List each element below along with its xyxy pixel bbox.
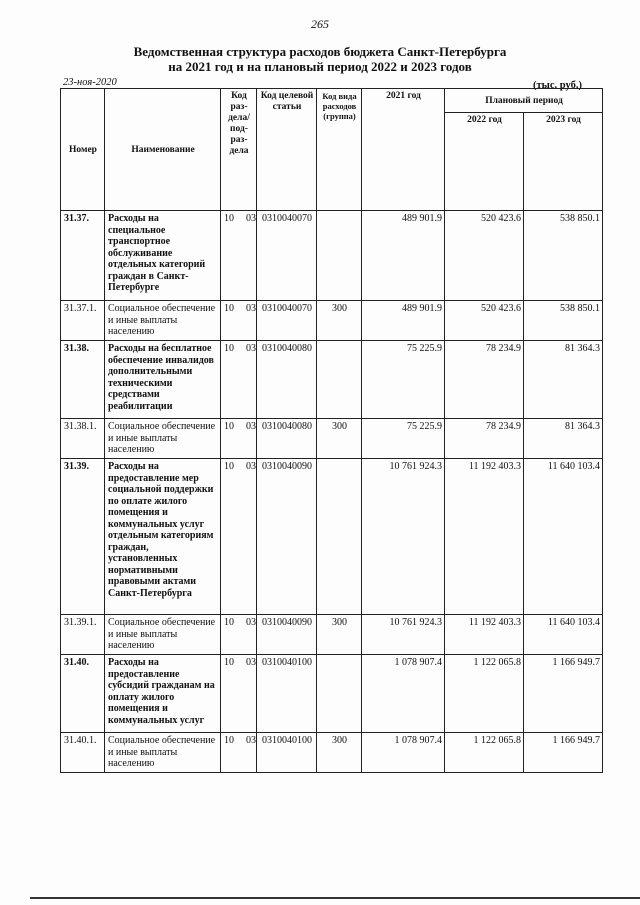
header-name: Наименование (105, 89, 221, 211)
row-2022: 11 192 403.3 (445, 615, 524, 655)
row-2021: 489 901.9 (362, 211, 445, 301)
document-date: 23-ноя-2020 (63, 77, 117, 88)
row-2022: 78 234.9 (445, 341, 524, 419)
row-name: Расходы на специальное транспортное обслуживание отдельных категорий граждан в Санкт-Петербурге (105, 211, 221, 301)
row-2021: 489 901.9 (362, 301, 445, 341)
row-2022: 520 423.6 (445, 211, 524, 301)
header-2022: 2022 год (445, 113, 524, 211)
table-row (61, 419, 603, 459)
row-2023: 81 364.3 (524, 341, 603, 419)
row-number: 31.37. (61, 211, 105, 301)
row-2021: 10 761 924.3 (362, 615, 445, 655)
row-name: Социальное обеспечение и иные выплаты населению (105, 615, 221, 655)
row-name: Расходы на предоставление мер социальной поддержки по оплате жилого помещения и коммунальных услуг отдельным категориям граждан, установленных нормативными правовыми актами Санкт-Петербурга (105, 459, 221, 615)
row-2023: 1 166 949.7 (524, 733, 603, 773)
budget-table (60, 88, 603, 773)
row-expense-type (317, 655, 362, 733)
row-target-code: 0310040080 (257, 419, 317, 459)
row-section-code: 10 03 (221, 459, 257, 615)
header-section-code: Код раз-дела/ под-раз-дела (221, 89, 257, 211)
table-row (61, 655, 603, 733)
row-expense-type: 300 (317, 615, 362, 655)
row-2023: 11 640 103.4 (524, 615, 603, 655)
row-expense-type (317, 459, 362, 615)
table-row (61, 341, 603, 419)
row-number: 31.38.1. (61, 419, 105, 459)
row-section-code: 10 03 (221, 301, 257, 341)
units-label: (тыс. руб.) (533, 80, 582, 91)
row-number: 31.39.1. (61, 615, 105, 655)
document-title (0, 44, 640, 74)
row-expense-type (317, 341, 362, 419)
row-expense-type: 300 (317, 733, 362, 773)
table-row (61, 615, 603, 655)
row-section-code: 10 03 (221, 419, 257, 459)
row-target-code: 0310040070 (257, 211, 317, 301)
row-target-code: 0310040100 (257, 655, 317, 733)
row-section-code: 10 03 (221, 341, 257, 419)
row-name: Социальное обеспечение и иные выплаты населению (105, 733, 221, 773)
row-target-code: 0310040070 (257, 301, 317, 341)
row-2022: 1 122 065.8 (445, 733, 524, 773)
row-2021: 75 225.9 (362, 341, 445, 419)
title-line-1: Ведомственная структура расходов бюджета Санкт-Петербурга (133, 44, 507, 59)
title-line-2: на 2021 год и на плановый период 2022 и 2023 годов (168, 59, 472, 74)
row-2021: 75 225.9 (362, 419, 445, 459)
row-section-code: 10 03 (221, 211, 257, 301)
row-name: Социальное обеспечение и иные выплаты населению (105, 301, 221, 341)
row-2023: 81 364.3 (524, 419, 603, 459)
row-2022: 11 192 403.3 (445, 459, 524, 615)
table-row (61, 733, 603, 773)
table-row (61, 459, 603, 615)
row-2022: 1 122 065.8 (445, 655, 524, 733)
row-2023: 1 166 949.7 (524, 655, 603, 733)
row-number: 31.40. (61, 655, 105, 733)
page-number: 265 (311, 17, 329, 31)
row-expense-type (317, 211, 362, 301)
bottom-scan-edge (30, 897, 640, 899)
header-2021: 2021 год (362, 89, 445, 211)
row-target-code: 0310040090 (257, 615, 317, 655)
row-target-code: 0310040090 (257, 459, 317, 615)
header-planned-period: Плановый период (445, 89, 603, 113)
row-number: 31.37.1. (61, 301, 105, 341)
row-section-code: 10 03 (221, 655, 257, 733)
header-target-code: Код целевой статьи (257, 89, 317, 211)
table-row (61, 211, 603, 301)
header-expense-type-code: Код вида расходов (группа) (317, 89, 362, 211)
row-target-code: 0310040080 (257, 341, 317, 419)
row-number: 31.40.1. (61, 733, 105, 773)
header-2023: 2023 год (524, 113, 603, 211)
row-number: 31.39. (61, 459, 105, 615)
row-2021: 1 078 907.4 (362, 733, 445, 773)
row-2021: 1 078 907.4 (362, 655, 445, 733)
row-2023: 538 850.1 (524, 301, 603, 341)
row-expense-type: 300 (317, 301, 362, 341)
row-expense-type: 300 (317, 419, 362, 459)
row-name: Расходы на предоставление субсидий гражданам на оплату жилого помещения и коммунальных услуг (105, 655, 221, 733)
row-name: Расходы на бесплатное обеспечение инвалидов дополнительными техническими средствами реабилитации (105, 341, 221, 419)
row-name: Социальное обеспечение и иные выплаты населению (105, 419, 221, 459)
row-2023: 538 850.1 (524, 211, 603, 301)
row-section-code: 10 03 (221, 733, 257, 773)
row-section-code: 10 03 (221, 615, 257, 655)
row-number: 31.38. (61, 341, 105, 419)
row-2023: 11 640 103.4 (524, 459, 603, 615)
row-2021: 10 761 924.3 (362, 459, 445, 615)
table-row (61, 301, 603, 341)
row-target-code: 0310040100 (257, 733, 317, 773)
row-2022: 78 234.9 (445, 419, 524, 459)
row-2022: 520 423.6 (445, 301, 524, 341)
header-number: Номер (61, 89, 105, 211)
